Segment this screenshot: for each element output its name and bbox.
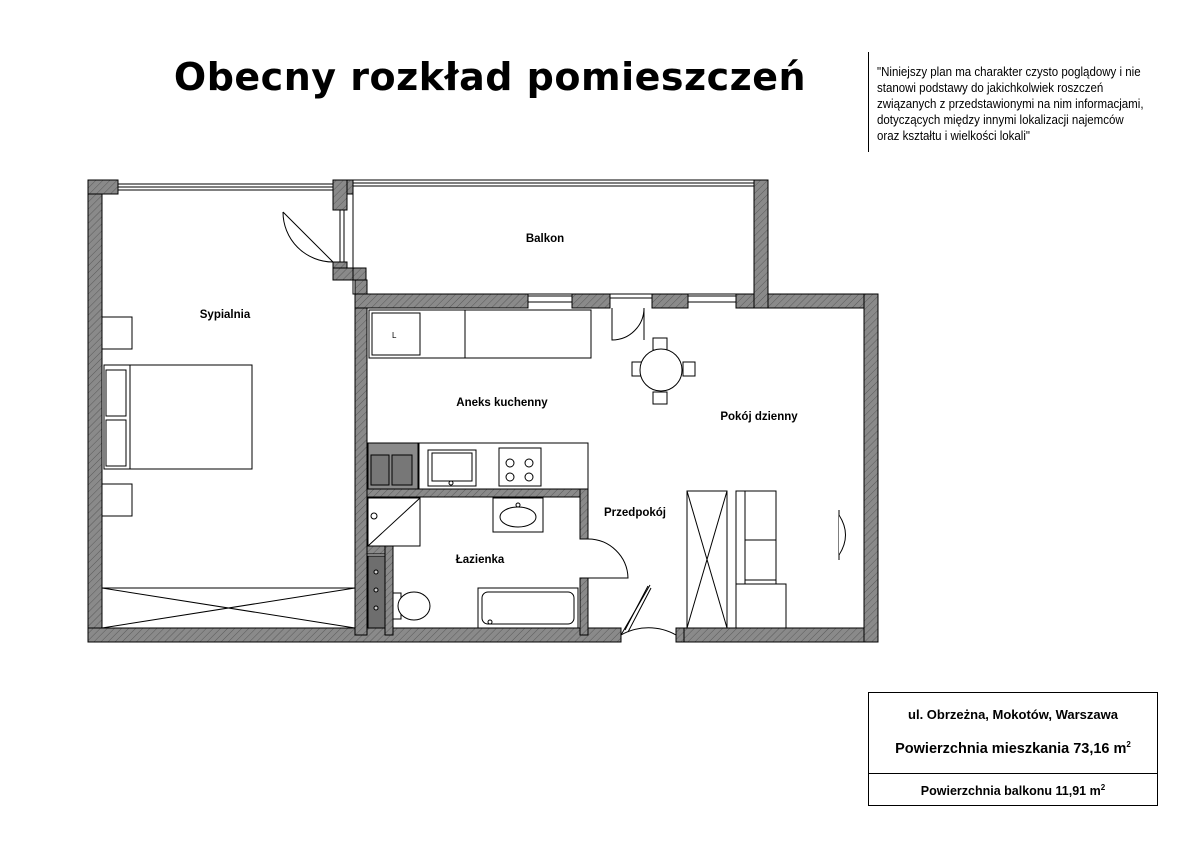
wall-top-living-3 bbox=[652, 294, 688, 308]
bathroom-door bbox=[588, 539, 628, 578]
wall-balcony-right bbox=[754, 180, 768, 308]
cooktop bbox=[499, 448, 541, 486]
info-area-text: Powierzchnia mieszkania 73,16 m bbox=[895, 740, 1127, 757]
toilet bbox=[398, 592, 430, 620]
wall-bedroom-kitchen bbox=[355, 280, 367, 635]
label-przedpokoj: Przedpokój bbox=[604, 507, 666, 519]
info-balcony-sup: 2 bbox=[1100, 783, 1106, 792]
bedroom-balcony-door bbox=[283, 212, 333, 262]
wall-bathroom-right-lower bbox=[580, 578, 588, 635]
wall-shower-side bbox=[385, 546, 393, 635]
page-title: Obecny rozkład pomieszczeń bbox=[173, 55, 807, 99]
label-aneks: Aneks kuchenny bbox=[456, 397, 548, 409]
info-balcony-text: Powierzchnia balkonu 11,91 m bbox=[920, 784, 1101, 799]
label-balkon: Balkon bbox=[525, 233, 565, 245]
wall-bathroom-top bbox=[367, 489, 588, 497]
info-divider bbox=[869, 773, 1157, 774]
label-lazienka: Łazienka bbox=[455, 554, 505, 566]
kitchen-window bbox=[528, 296, 572, 302]
label-fridge: L bbox=[392, 331, 397, 340]
dining-table bbox=[632, 338, 695, 404]
info-balcony bbox=[869, 783, 1157, 798]
wall-bathroom-right bbox=[580, 489, 588, 539]
info-area bbox=[869, 740, 1157, 757]
info-address: ul. Obrzeżna, Mokotów, Warszawa bbox=[908, 707, 1118, 722]
balcony bbox=[118, 180, 754, 294]
living-balcony-door bbox=[612, 308, 644, 340]
bed-inner bbox=[130, 365, 252, 469]
wall-bottom-right bbox=[676, 628, 878, 642]
wall-right bbox=[864, 294, 878, 642]
wall-top-living-2 bbox=[572, 294, 610, 308]
pillow-bottom bbox=[106, 420, 126, 466]
bedroom-furniture bbox=[102, 317, 355, 628]
living-window bbox=[688, 296, 736, 302]
info-box bbox=[868, 692, 1158, 806]
label-sypialnia: Sypialnia bbox=[199, 309, 251, 321]
info-area-sup: 2 bbox=[1126, 740, 1131, 749]
wall-top-living-1 bbox=[355, 294, 528, 308]
nightstand-top bbox=[102, 317, 132, 349]
wall-step bbox=[333, 268, 366, 280]
pillow-top bbox=[106, 370, 126, 416]
living-furniture bbox=[687, 491, 846, 628]
label-pokoj: Pokój dzienny bbox=[720, 411, 798, 423]
nightstand-bottom bbox=[102, 484, 132, 516]
disclaimer-text: "Niniejszy plan ma charakter czysto poglądowy i nie stanowi podstawy do jakichkolwiek roszczeń związanych z przedstawionymi na nim informacjami, dotyczących między innymi lokalizacji najemców oraz kształtu i wielkości lokali" bbox=[877, 65, 1144, 143]
wall-bedroom-balcony bbox=[333, 180, 347, 210]
wall-left bbox=[88, 180, 102, 642]
wall-top-bedroom bbox=[88, 180, 118, 194]
wall-entry-right bbox=[676, 628, 684, 642]
